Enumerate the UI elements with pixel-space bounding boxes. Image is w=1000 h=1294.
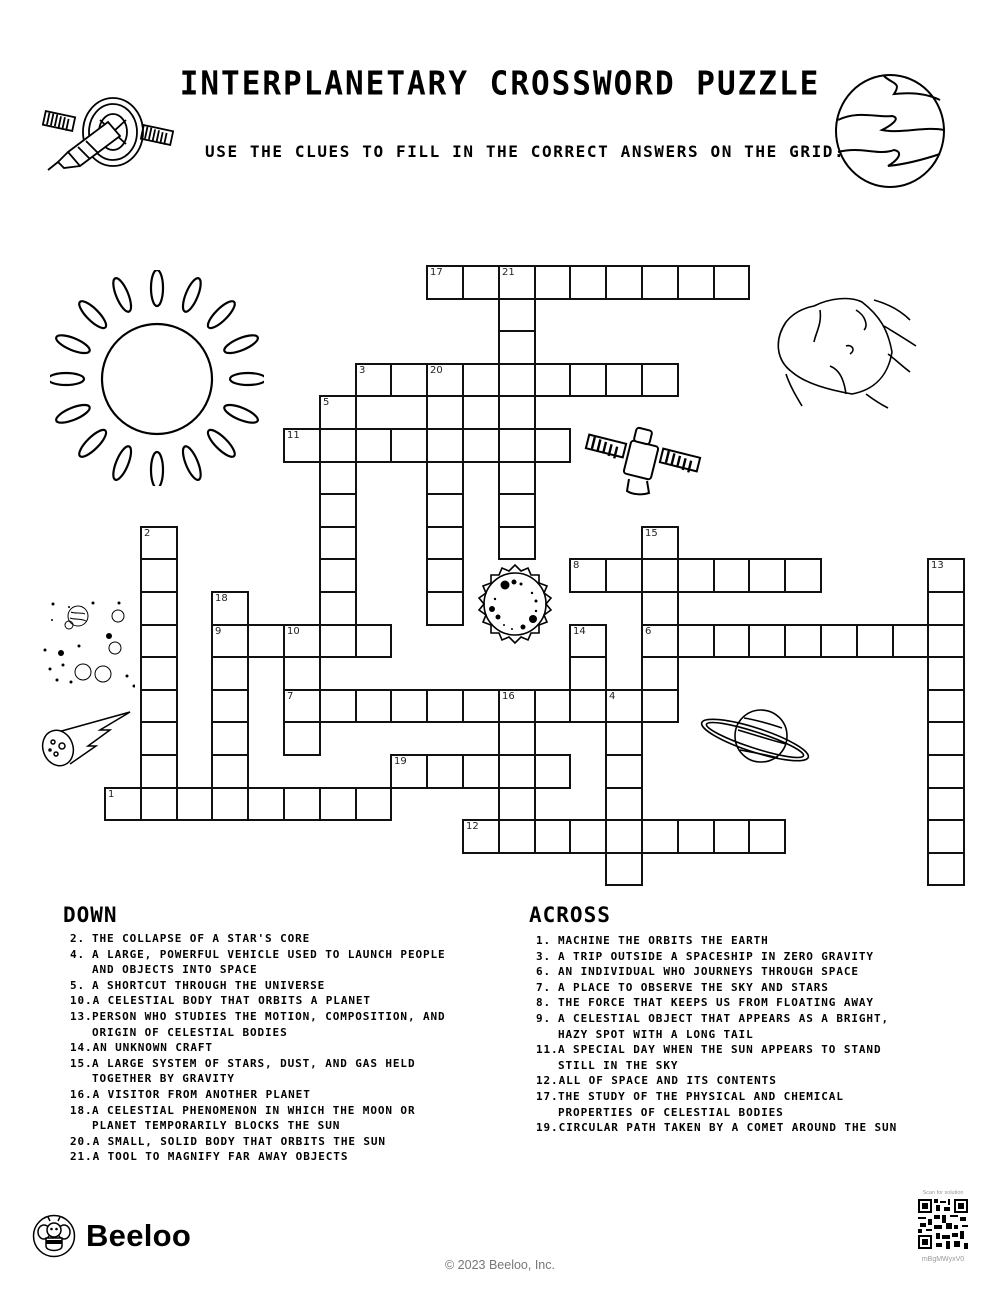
bee-icon: [32, 1214, 76, 1258]
grid-cell[interactable]: [927, 591, 965, 626]
grid-cell[interactable]: [247, 787, 285, 821]
clue-number: 6.: [536, 965, 552, 979]
grid-cell[interactable]: [426, 363, 464, 397]
clue-text: A SHORTCUT THROUGH THE UNIVERSE: [92, 978, 326, 992]
grid-cell[interactable]: [605, 721, 643, 756]
clue-number: 16.: [70, 1087, 93, 1101]
grid-cell[interactable]: [319, 461, 357, 495]
clue-text: MACHINE THE ORBITS THE EARTH: [558, 934, 769, 947]
grid-cell[interactable]: [462, 689, 500, 723]
grid-cell[interactable]: [677, 558, 715, 593]
clue-text: A CELESTIAL BODY THAT ORBITS A PLANET: [92, 994, 371, 1008]
across-clue-list: [536, 933, 904, 1136]
down-clue-list: [70, 931, 450, 1165]
grid-cell[interactable]: [319, 493, 357, 528]
clue-number: 14.: [70, 1041, 93, 1055]
grid-cell[interactable]: [641, 591, 679, 626]
grid-cell[interactable]: [927, 624, 965, 658]
grid-cell[interactable]: [498, 428, 536, 463]
grid-cell[interactable]: [605, 787, 643, 821]
grid-cell[interactable]: [426, 395, 464, 430]
clue-item: [70, 1087, 450, 1103]
clue-item: [536, 964, 904, 980]
qr-caption: Scan for solution: [922, 1190, 964, 1196]
grid-cell[interactable]: [355, 624, 392, 658]
clue-number: 4: [609, 691, 616, 702]
grid-cell[interactable]: [462, 428, 500, 463]
grid-cell[interactable]: [283, 689, 321, 723]
clue-text: PERSON WHO STUDIES THE MOTION, COMPOSITION, AND ORIGIN OF CELESTIAL BODIES: [92, 1009, 446, 1039]
clue-item: [536, 1089, 904, 1120]
grid-cell[interactable]: [211, 656, 249, 691]
clue-number: 17.: [536, 1089, 559, 1103]
grid-cell[interactable]: [713, 265, 750, 300]
grid-cell[interactable]: [569, 558, 607, 593]
clue-number: 12: [466, 821, 479, 832]
grid-cell[interactable]: [784, 624, 822, 658]
grid-cell[interactable]: [927, 819, 965, 854]
clue-number: 15.: [70, 1056, 93, 1070]
grid-cell[interactable]: [784, 558, 822, 593]
clue-item: [70, 978, 450, 994]
grid-cell[interactable]: [462, 363, 500, 397]
grid-cell[interactable]: [927, 787, 965, 821]
clue-item: [70, 1149, 450, 1165]
grid-cell[interactable]: [426, 461, 464, 495]
grid-cell[interactable]: [605, 754, 643, 789]
clue-text: A TRIP OUTSIDE A SPACESHIP IN ZERO GRAVITY: [558, 949, 874, 963]
clue-number: 21.: [70, 1150, 93, 1164]
grid-cell[interactable]: [426, 754, 464, 789]
grid-cell[interactable]: [319, 395, 357, 430]
clue-text: A SMALL, SOLID BODY THAT ORBITS THE SUN: [92, 1134, 386, 1148]
instructions: USE THE CLUES TO FILL IN THE CORRECT ANSWERS ON THE GRID.: [205, 142, 846, 161]
grid-cell[interactable]: [140, 591, 178, 626]
grid-cell[interactable]: [211, 721, 249, 756]
clue-text: AN UNKNOWN CRAFT: [92, 1041, 213, 1055]
clue-number: 18: [215, 593, 228, 604]
grid-cell[interactable]: [426, 493, 464, 528]
clue-number: 11.: [536, 1043, 559, 1057]
clue-number: 19: [394, 756, 407, 767]
clue-number: 5.: [70, 978, 86, 992]
grid-cell[interactable]: [140, 689, 178, 723]
grid-cell[interactable]: [319, 591, 357, 626]
grid-cell[interactable]: [211, 754, 249, 789]
grid-cell[interactable]: [927, 721, 965, 756]
grid-cell[interactable]: [426, 558, 464, 593]
grid-cell[interactable]: [569, 363, 607, 397]
grid-cell[interactable]: [605, 852, 643, 886]
clue-number: 15: [645, 528, 658, 539]
clue-number: 3: [359, 365, 366, 376]
grid-cell[interactable]: [319, 624, 357, 658]
clue-number: 14: [573, 626, 586, 637]
clue-number: 20: [430, 365, 443, 376]
grid-cell[interactable]: [462, 265, 500, 300]
clue-number: 9: [215, 626, 222, 637]
clue-number: 16: [502, 691, 515, 702]
clue-item: [536, 1042, 904, 1073]
grid-cell[interactable]: [498, 330, 536, 365]
grid-cell[interactable]: [569, 265, 607, 300]
grid-cell[interactable]: [426, 526, 464, 560]
grid-cell[interactable]: [641, 558, 679, 593]
clue-text: THE COLLAPSE OF A STAR'S CORE: [92, 932, 311, 945]
grid-cell[interactable]: [605, 689, 643, 723]
grid-cell[interactable]: [641, 265, 679, 300]
clue-text: AN INDIVIDUAL WHO JOURNEYS THROUGH SPACE: [558, 965, 859, 979]
clue-text: A LARGE, POWERFUL VEHICLE USED TO LAUNCH PEOPLE AND OBJECTS INTO SPACE: [92, 947, 446, 977]
clue-number: 4.: [70, 947, 86, 961]
copyright: © 2023 Beeloo, Inc.: [445, 1258, 555, 1272]
grid-cell[interactable]: [247, 624, 285, 658]
clue-item: [70, 993, 450, 1009]
grid-cell[interactable]: [498, 298, 536, 332]
grid-cell[interactable]: [641, 363, 679, 397]
grid-cell[interactable]: [498, 787, 536, 821]
grid-cell[interactable]: [641, 526, 679, 560]
grid-cell[interactable]: [892, 624, 929, 658]
grid-cell[interactable]: [390, 754, 428, 789]
clue-number: 9.: [536, 1011, 552, 1025]
grid-cell[interactable]: [319, 558, 357, 593]
grid-cell[interactable]: [641, 656, 679, 691]
grid-cell[interactable]: [927, 656, 965, 691]
grid-cell[interactable]: [534, 265, 571, 300]
clue-text: CIRCULAR PATH TAKEN BY A COMET AROUND THE SUN: [558, 1121, 898, 1135]
clue-number: 8.: [536, 996, 552, 1010]
clue-text: ALL OF SPACE AND ITS CONTENTS: [558, 1074, 777, 1088]
grid-cell[interactable]: [677, 624, 715, 658]
clue-item: [536, 980, 904, 996]
grid-cell[interactable]: [641, 689, 679, 723]
grid-cell[interactable]: [104, 787, 142, 821]
grid-cell[interactable]: [140, 526, 178, 560]
grid-cell[interactable]: [641, 819, 679, 854]
grid-cell[interactable]: [498, 689, 536, 723]
grid-cell[interactable]: [569, 656, 607, 691]
grid-cell[interactable]: [390, 428, 428, 463]
grid-cell[interactable]: [498, 526, 536, 560]
grid-cell[interactable]: [677, 265, 715, 300]
clue-number: 12.: [536, 1074, 559, 1088]
brand-name: Beeloo: [86, 1218, 192, 1253]
grid-cell[interactable]: [927, 558, 965, 593]
clue-number: 13: [931, 560, 944, 571]
grid-cell[interactable]: [498, 363, 536, 397]
grid-cell[interactable]: [856, 624, 894, 658]
qr-code-id: mBgMWyxV0: [921, 1256, 965, 1263]
grid-cell[interactable]: [319, 787, 357, 821]
grid-cell[interactable]: [927, 852, 965, 886]
grid-cell[interactable]: [498, 754, 536, 789]
qr-code-icon[interactable]: [918, 1199, 968, 1249]
grid-cell[interactable]: [140, 754, 178, 789]
clue-number: 6: [645, 626, 652, 637]
clue-number: 13.: [70, 1009, 93, 1023]
clue-item: [70, 1103, 450, 1134]
clue-item: [70, 1056, 450, 1087]
grid-cell[interactable]: [283, 428, 321, 463]
clue-number: 10: [287, 626, 300, 637]
grid-cell[interactable]: [355, 787, 392, 821]
grid-cell[interactable]: [569, 689, 607, 723]
clue-item: [536, 933, 904, 949]
clue-text: A TOOL TO MAGNIFY FAR AWAY OBJECTS: [92, 1150, 349, 1164]
grid-cell[interactable]: [319, 526, 357, 560]
grid-cell[interactable]: [927, 754, 965, 789]
grid-cell[interactable]: [748, 819, 786, 854]
grid-cell[interactable]: [211, 787, 249, 821]
grid-cell[interactable]: [534, 428, 571, 463]
grid-cell[interactable]: [927, 689, 965, 723]
grid-cell[interactable]: [426, 265, 464, 300]
grid-cell[interactable]: [355, 689, 392, 723]
grid-cell[interactable]: [140, 787, 178, 821]
clue-item: [70, 1009, 450, 1040]
grid-cell[interactable]: [748, 624, 786, 658]
clue-number: 18.: [70, 1103, 93, 1117]
grid-cell[interactable]: [140, 656, 178, 691]
clue-number: 7: [287, 691, 294, 702]
clue-number: 3.: [536, 949, 552, 963]
grid-cell[interactable]: [605, 363, 643, 397]
grid-cell[interactable]: [534, 819, 571, 854]
grid-cell[interactable]: [211, 689, 249, 723]
grid-cell[interactable]: [605, 819, 643, 854]
clue-item: [70, 931, 450, 947]
clue-number: 2: [144, 528, 151, 539]
grid-cell[interactable]: [498, 265, 536, 300]
grid-cell[interactable]: [605, 265, 643, 300]
grid-cell[interactable]: [390, 363, 428, 397]
page-title: INTERPLANETARY CROSSWORD PUZZLE: [179, 65, 821, 103]
clue-text: A PLACE TO OBSERVE THE SKY AND STARS: [558, 980, 829, 994]
grid-cell[interactable]: [462, 819, 500, 854]
grid-cell[interactable]: [677, 819, 715, 854]
clue-text: A LARGE SYSTEM OF STARS, DUST, AND GAS HELD TOGETHER BY GRAVITY: [92, 1056, 416, 1086]
grid-cell[interactable]: [498, 493, 536, 528]
clue-text: A CELESTIAL PHENOMENON IN WHICH THE MOON OR PLANET TEMPORARILY BLOCKS THE SUN: [92, 1103, 416, 1133]
clue-number: 20.: [70, 1134, 93, 1148]
grid-cell[interactable]: [713, 624, 750, 658]
grid-cell[interactable]: [390, 689, 428, 723]
grid-cell[interactable]: [355, 428, 392, 463]
grid-cell[interactable]: [569, 624, 607, 658]
grid-cell[interactable]: [713, 819, 750, 854]
grid-cell[interactable]: [319, 689, 357, 723]
clue-number: 5: [323, 397, 330, 408]
clue-item: [70, 1134, 450, 1150]
clue-number: 1: [108, 789, 115, 800]
clue-item: [536, 1011, 904, 1042]
grid-cell[interactable]: [211, 591, 249, 626]
clue-text: A CELESTIAL OBJECT THAT APPEARS AS A BRIGHT, HAZY SPOT WITH A LONG TAIL: [558, 1011, 889, 1041]
clue-item: [70, 1040, 450, 1056]
grid-cell[interactable]: [283, 721, 321, 756]
grid-cell[interactable]: [641, 624, 679, 658]
clue-number: 17: [430, 267, 443, 278]
grid-cell[interactable]: [211, 624, 249, 658]
grid-cell[interactable]: [355, 363, 392, 397]
grid-cell[interactable]: [569, 819, 607, 854]
grid-cell[interactable]: [534, 689, 571, 723]
clue-number: 10.: [70, 994, 93, 1008]
grid-cell[interactable]: [283, 656, 321, 691]
grid-cell[interactable]: [820, 624, 858, 658]
clue-number: 2.: [70, 932, 86, 945]
grid-cell[interactable]: [426, 591, 464, 626]
grid-cell[interactable]: [498, 819, 536, 854]
grid-cell[interactable]: [319, 428, 357, 463]
grid-cell[interactable]: [462, 754, 500, 789]
clue-number: 1.: [536, 934, 552, 947]
clue-number: 11: [287, 430, 300, 441]
clue-item: [536, 1120, 904, 1136]
grid-cell[interactable]: [498, 395, 536, 430]
clue-number: 19.: [536, 1121, 559, 1135]
clue-item: [536, 995, 904, 1011]
grid-cell[interactable]: [283, 787, 321, 821]
clue-item: [70, 947, 450, 978]
grid-cell[interactable]: [498, 721, 536, 756]
grid-cell[interactable]: [140, 721, 178, 756]
grid-cell[interactable]: [176, 787, 213, 821]
down-heading: DOWN: [63, 903, 118, 927]
qr-block: [912, 1190, 974, 1263]
grid-cell[interactable]: [426, 689, 464, 723]
grid-cell[interactable]: [140, 558, 178, 593]
brand-logo: [32, 1214, 191, 1258]
grid-cell[interactable]: [534, 754, 571, 789]
across-heading: ACROSS: [529, 903, 611, 927]
clue-item: [536, 1073, 904, 1089]
grid-cell[interactable]: [713, 558, 750, 593]
clue-number: 7.: [536, 980, 552, 994]
clue-text: THE FORCE THAT KEEPS US FROM FLOATING AWAY: [558, 996, 874, 1010]
grid-cell[interactable]: [140, 624, 178, 658]
clue-number: 8: [573, 560, 580, 571]
clue-number: 21: [502, 267, 515, 278]
grid-cell[interactable]: [498, 461, 536, 495]
grid-cell[interactable]: [605, 558, 643, 593]
grid-cell[interactable]: [534, 363, 571, 397]
clue-item: [536, 949, 904, 965]
clue-text: A VISITOR FROM ANOTHER PLANET: [92, 1087, 311, 1101]
clue-text: THE STUDY OF THE PHYSICAL AND CHEMICAL PROPERTIES OF CELESTIAL BODIES: [558, 1089, 844, 1119]
grid-cell[interactable]: [748, 558, 786, 593]
grid-cell[interactable]: [426, 428, 464, 463]
clue-text: A SPECIAL DAY WHEN THE SUN APPEARS TO STAND STILL IN THE SKY: [558, 1043, 882, 1072]
grid-cell[interactable]: [283, 624, 321, 658]
